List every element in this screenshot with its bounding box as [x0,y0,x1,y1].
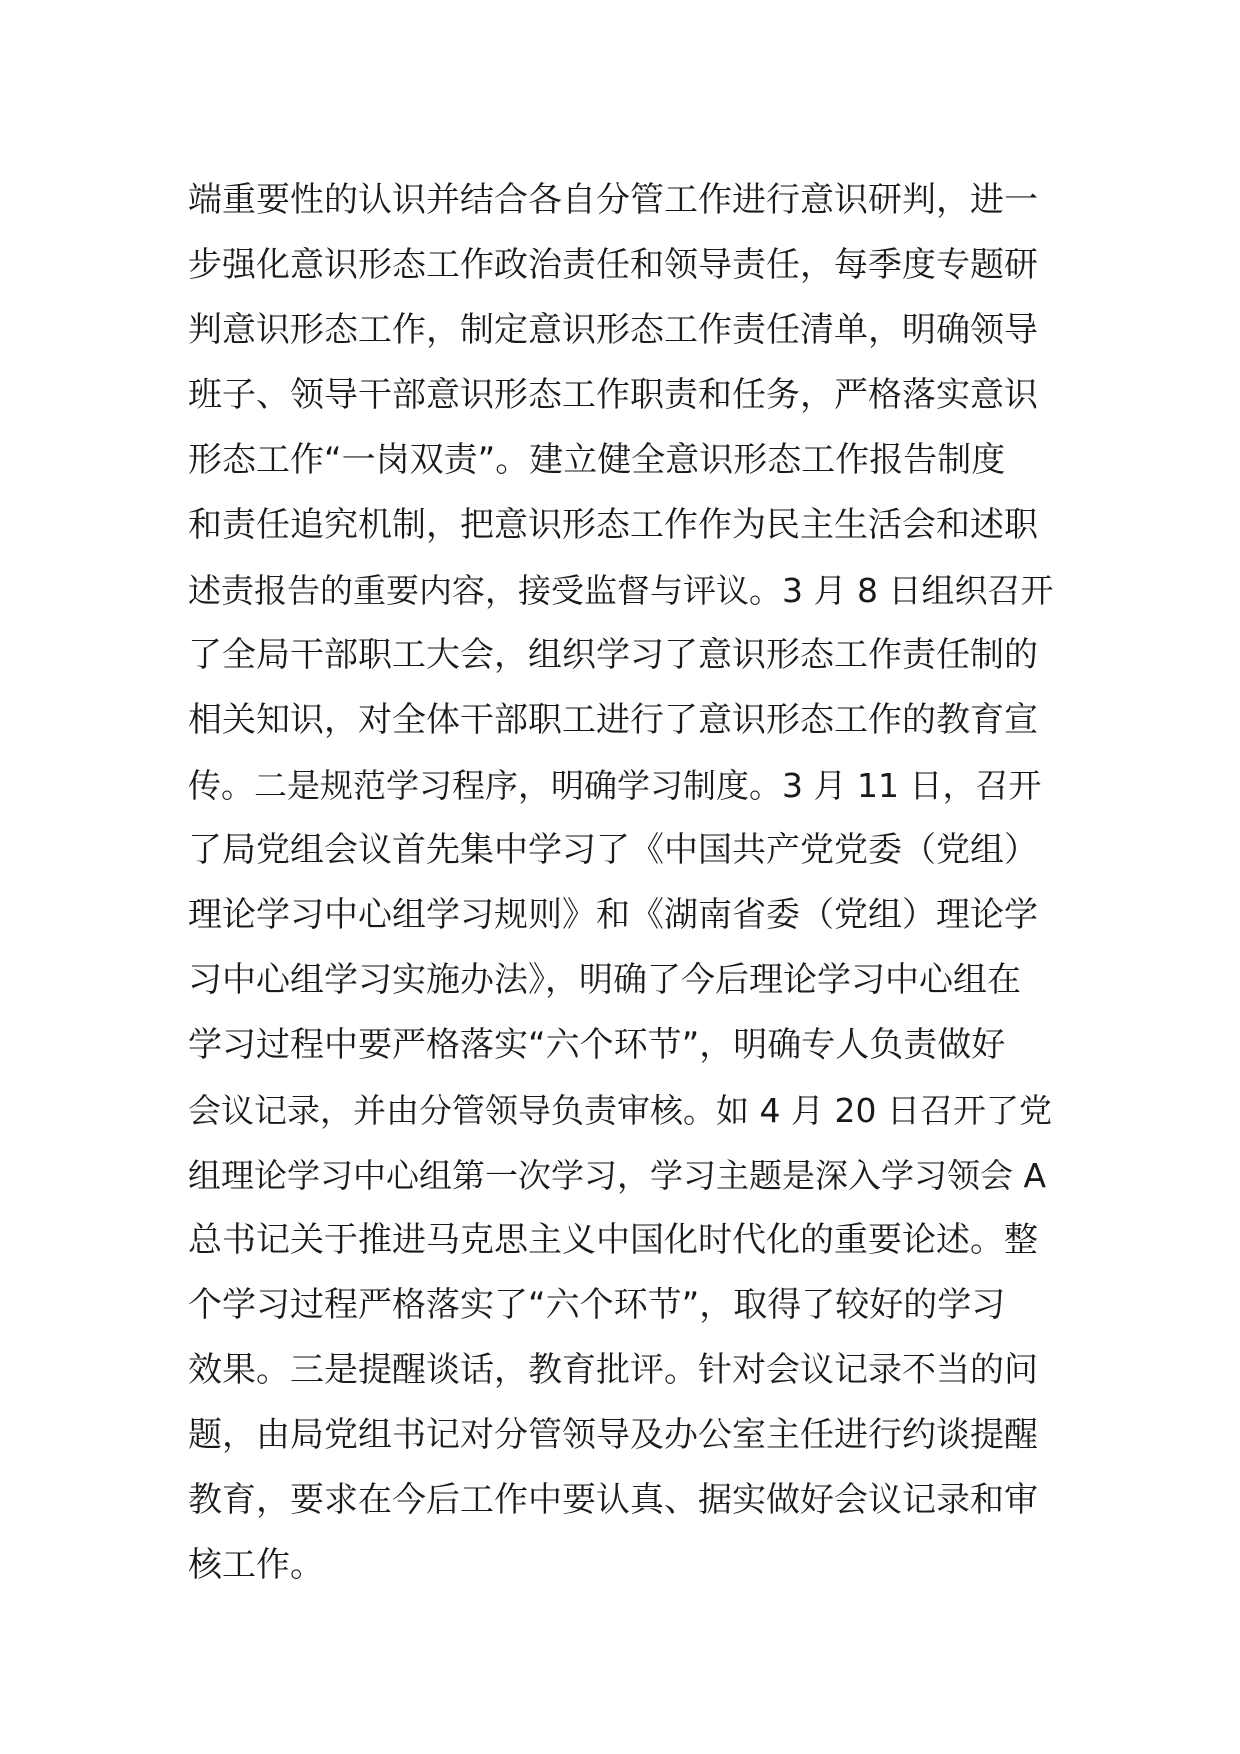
text-line: 形态工作“一岗双责”。建立健全意识形态工作报告制度 [188,440,1006,480]
text-line: 判意识形态工作，制定意识形态工作责任清单，明确领导 [188,310,1038,350]
text-line: 核工作。 [188,1545,324,1585]
text-line: 传。二是规范学习程序，明确学习制度。3 月 11 日，召开 [188,766,1042,805]
text-line: 相关知识，对全体干部职工进行了意识形态工作的教育宣 [188,700,1038,740]
text-line: 个学习过程严格落实了“六个环节”，取得了较好的学习 [188,1285,1006,1325]
text-line: 和责任追究机制，把意识形态工作作为民主生活会和述职 [188,505,1038,545]
text-line: 题，由局党组书记对分管领导及办公室主任进行约谈提醒 [188,1415,1038,1455]
body-paragraph [188,168,1058,1598]
text-line: 效果。三是提醒谈话，教育批评。针对会议记录不当的问 [188,1350,1038,1390]
text-line: 班子、领导干部意识形态工作职责和任务，严格落实意识 [188,375,1038,415]
text-line: 组理论学习中心组第一次学习，学习主题是深入学习领会 A [188,1156,1047,1195]
text-line: 了全局干部职工大会，组织学习了意识形态工作责任制的 [188,635,1038,675]
text-line: 学习过程中要严格落实“六个环节”，明确专人负责做好 [188,1025,1006,1065]
text-line: 端重要性的认识并结合各自分管工作进行意识研判，进一 [188,180,1038,220]
text-line: 习中心组学习实施办法》，明确了今后理论学习中心组在 [188,960,1021,1000]
text-line: 总书记关于推进马克思主义中国化时代化的重要论述。整 [188,1220,1038,1260]
text-line: 会议记录，并由分管领导负责审核。如 4 月 20 日召开了党 [188,1091,1052,1130]
text-line: 了局党组会议首先集中学习了《中国共产党党委（党组） [188,830,1038,870]
text-line: 述责报告的重要内容，接受监督与评议。3 月 8 日组织召开 [188,571,1054,610]
text-line: 教育，要求在今后工作中要认真、据实做好会议记录和审 [188,1480,1038,1520]
text-line: 理论学习中心组学习规则》和《湖南省委（党组）理论学 [188,895,1038,935]
text-line: 步强化意识形态工作政治责任和领导责任，每季度专题研 [188,245,1038,285]
